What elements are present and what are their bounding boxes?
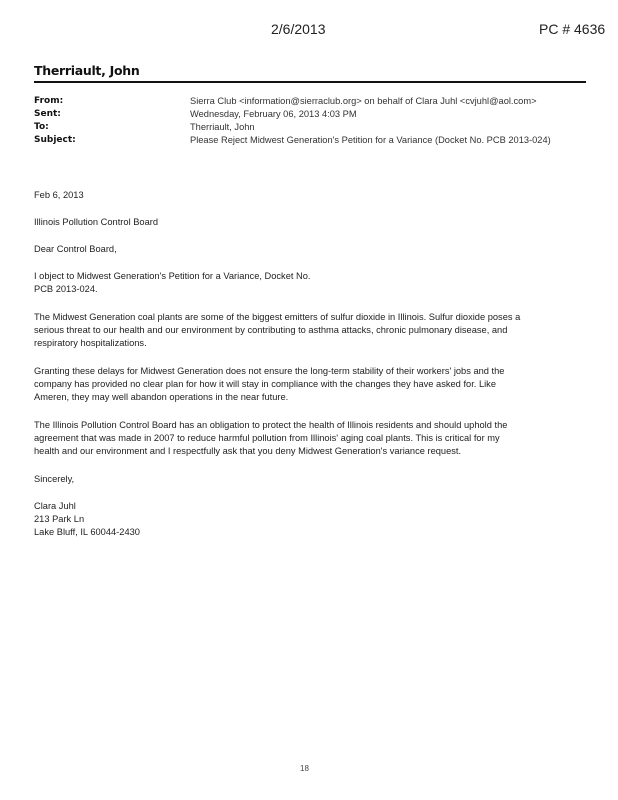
to-value: Therriault, John	[190, 122, 255, 132]
stamp-date: 2/6/2013	[271, 21, 326, 37]
header-divider	[34, 81, 586, 83]
to-label: To:	[34, 122, 49, 132]
from-label: From:	[34, 96, 64, 106]
signature-city: Lake Bluff, IL 60044-2430	[34, 527, 140, 537]
para1-line: respiratory hospitalizations.	[34, 338, 147, 348]
page-number: 18	[300, 764, 309, 773]
subject-value: Please Reject Midwest Generation's Petition for a Variance (Docket No. PCB 2013-024)	[190, 135, 551, 145]
pc-number: PC # 4636	[539, 21, 606, 37]
para2-line: Ameren, they may well abandon operations in the near future.	[34, 392, 289, 402]
subject-label: Subject:	[34, 135, 76, 145]
para2-line: company has provided no clear plan for how it will stay in compliance with the changes they have asked for. Like	[34, 379, 496, 389]
signature-street: 213 Park Ln	[34, 514, 85, 524]
from-value: Sierra Club <information@sierraclub.org> on behalf of Clara Juhl <cvjuhl@aol.com>	[190, 96, 537, 106]
para3-line: health and our environment and I respectfully ask that you deny Midwest Generation's variance request.	[34, 446, 462, 456]
sent-label: Sent:	[34, 109, 61, 119]
object-line: I object to Midwest Generation's Petition for a Variance, Docket No.	[34, 271, 311, 281]
para1-line: The Midwest Generation coal plants are some of the biggest emitters of sulfur dioxide in Illinois. Sulfur dioxide poses a	[34, 312, 521, 322]
addressee: Illinois Pollution Control Board	[34, 217, 159, 227]
salutation: Dear Control Board,	[34, 244, 117, 254]
closing: Sincerely,	[34, 474, 75, 484]
signature-name: Clara Juhl	[34, 501, 76, 511]
para3-line: The Illinois Pollution Control Board has an obligation to protect the health of Illinois residents and should uphold the	[34, 420, 508, 430]
object-line: PCB 2013-024.	[34, 284, 98, 294]
para3-line: agreement that was made in 2007 to reduce harmful pollution from Illinois' aging coal plants. This is critical for my	[34, 433, 500, 443]
sent-value: Wednesday, February 06, 2013 4:03 PM	[190, 109, 357, 119]
para2-line: Granting these delays for Midwest Generation does not ensure the long-term stability of their workers' jobs and the	[34, 366, 505, 376]
para1-line: serious threat to our health and our environment by contributing to asthma attacks, chronic pulmonary disease, and	[34, 325, 508, 335]
letter-date: Feb 6, 2013	[34, 190, 84, 200]
recipient-name: Therriault, John	[34, 63, 140, 78]
